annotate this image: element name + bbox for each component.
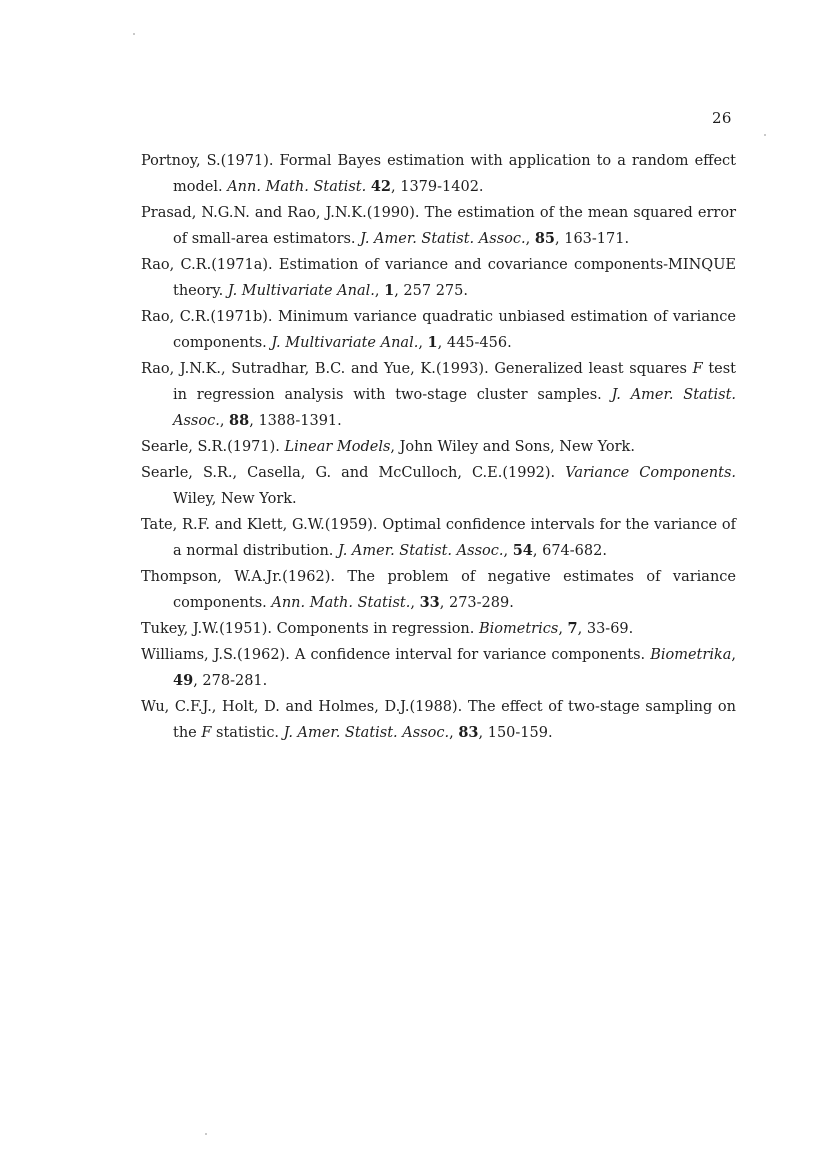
reference-volume: 54 (512, 542, 533, 559)
reference-journal: J. Amer. Statist. Assoc. (360, 231, 526, 247)
reference-pages: , 273-289. (439, 595, 514, 611)
reference-text: Williams, J.S.(1962). A confidence interval for variance components. (141, 647, 651, 663)
reference-pages: , 257 275. (394, 283, 468, 299)
reference-entry: Rao, J.N.K., Sutradhar, B.C. and Yue, K.(1993). Generalized least squares F test in regression analysis with two-stage cluster samples. J. Amer. Statist. Assoc., 88, 1388-1391. (141, 361, 737, 429)
reference-volume: 49 (173, 672, 194, 689)
reference-pages: , 1388-1391. (249, 413, 342, 429)
reference-entry (141, 148, 736, 200)
reference-pages: , John Wiley and Sons, New York. (390, 439, 635, 455)
scan-speck (205, 1133, 207, 1135)
reference-text: Searle, S.R.(1971). (141, 439, 285, 455)
reference-volume: 88 (229, 412, 250, 429)
reference-text: Thompson, W.A.Jr.(1962). The problem of negative estimates of variance components. (141, 569, 736, 611)
reference-volume: 1 (384, 282, 395, 299)
reference-volume: 42 (370, 178, 391, 195)
reference-text: Tate, R.F. and Klett, G.W.(1959). Optimal confidence intervals for the variance of a normal distribution. (141, 517, 736, 559)
reference-volume: 85 (534, 230, 555, 247)
reference-journal: Ann. Math. Statist. (271, 595, 411, 611)
page-number: 26 (712, 109, 732, 127)
reference-journal: J. Amer. Statist. Assoc. (283, 725, 450, 741)
reference-entry (141, 460, 736, 512)
reference-text: Searle, S.R., Casella, G. and McCulloch, C.E.(1992). (141, 465, 566, 481)
reference-pages: , 674-682. (532, 543, 607, 559)
reference-entry: Rao, C.R.(1971b). Minimum variance quadratic unbiased estimation of variance components. J. Multivariate Anal., 1, 445-456. (141, 309, 736, 351)
reference-entry: Tate, R.F. and Klett, G.W.(1959). Optimal confidence intervals for the variance of a normal distribution. J. Amer. Statist. Assoc., 54, 674-682. (141, 517, 736, 559)
reference-volume: 1 (427, 334, 438, 351)
reference-entry: Prasad, N.G.N. and Rao, J.N.K.(1990). The estimation of the mean squared error of small-area estimators. J. Amer. Statist. Assoc., 85, 163-171. (141, 205, 736, 247)
reference-volume: 33 (419, 594, 440, 611)
reference-journal: J. Amer. Statist. Assoc. (338, 543, 504, 559)
reference-text: Wu, C.F.J., Holt, D. and Holmes, D.J.(1988). The effect of two-stage sampling on the F statistic. (141, 699, 736, 741)
reference-journal: Biometrics (479, 621, 559, 637)
reference-pages: Wiley, New York. (173, 491, 297, 507)
reference-entry: Williams, J.S.(1962). A confidence interval for variance components. Biometrika, 49, 278-281. (141, 647, 736, 689)
reference-text: Portnoy, S.(1971). Formal Bayes estimation with application to a random effect model. (141, 153, 736, 195)
reference-pages: , 163-171. (555, 231, 630, 247)
scan-speck (764, 134, 766, 136)
reference-entry (141, 434, 736, 460)
reference-pages: , 1379-1402. (391, 179, 484, 195)
reference-pages: , 33-69. (577, 621, 634, 637)
reference-entry: Tukey, J.W.(1951). Components in regression. Biometrics, 7, 33-69. (141, 620, 634, 637)
reference-entry: Wu, C.F.J., Holt, D. and Holmes, D.J.(1988). The effect of two-stage sampling on the F statistic. J. Amer. Statist. Assoc., 83, 150-159. (141, 699, 736, 741)
reference-pages: , 278-281. (193, 673, 268, 689)
reference-journal: Variance Components. (565, 465, 736, 481)
reference-text: Rao, J.N.K., Sutradhar, B.C. and Yue, K.(1993). Generalized least squares F test in regression analysis with two-stage cluster samples. (141, 361, 737, 403)
reference-volume: 7 (567, 620, 578, 637)
reference-journal: Linear Models (284, 439, 391, 455)
reference-entry: Rao, C.R.(1971a). Estimation of variance and covariance components-MINQUE theory. J. Multivariate Anal., 1, 257 275. (141, 257, 736, 299)
reference-text: Tukey, J.W.(1951). Components in regression. (141, 621, 479, 637)
reference-journal: J. Amer. Statist. Assoc. (173, 387, 737, 429)
reference-pages: , 150-159. (478, 725, 553, 741)
reference-journal: J. Multivariate Anal. (227, 283, 375, 299)
reference-entry: Thompson, W.A.Jr.(1962). The problem of negative estimates of variance components. Ann. Math. Statist., 33, 273-289. (141, 569, 736, 611)
reference-journal: Biometrika (650, 647, 732, 663)
reference-text: Prasad, N.G.N. and Rao, J.N.K.(1990). The estimation of the mean squared error of small-area estimators. (141, 205, 736, 247)
scan-speck (133, 33, 135, 35)
reference-text: Rao, C.R.(1971b). Minimum variance quadratic unbiased estimation of variance components. (141, 309, 736, 351)
reference-journal: J. Multivariate Anal. (271, 335, 419, 351)
reference-volume: 83 (458, 724, 479, 741)
reference-journal: Ann. Math. Statist. (227, 179, 367, 195)
reference-text: Rao, C.R.(1971a). Estimation of variance and covariance components-MINQUE theory. (141, 257, 736, 299)
reference-list (141, 148, 736, 746)
reference-pages: , 445-456. (437, 335, 512, 351)
